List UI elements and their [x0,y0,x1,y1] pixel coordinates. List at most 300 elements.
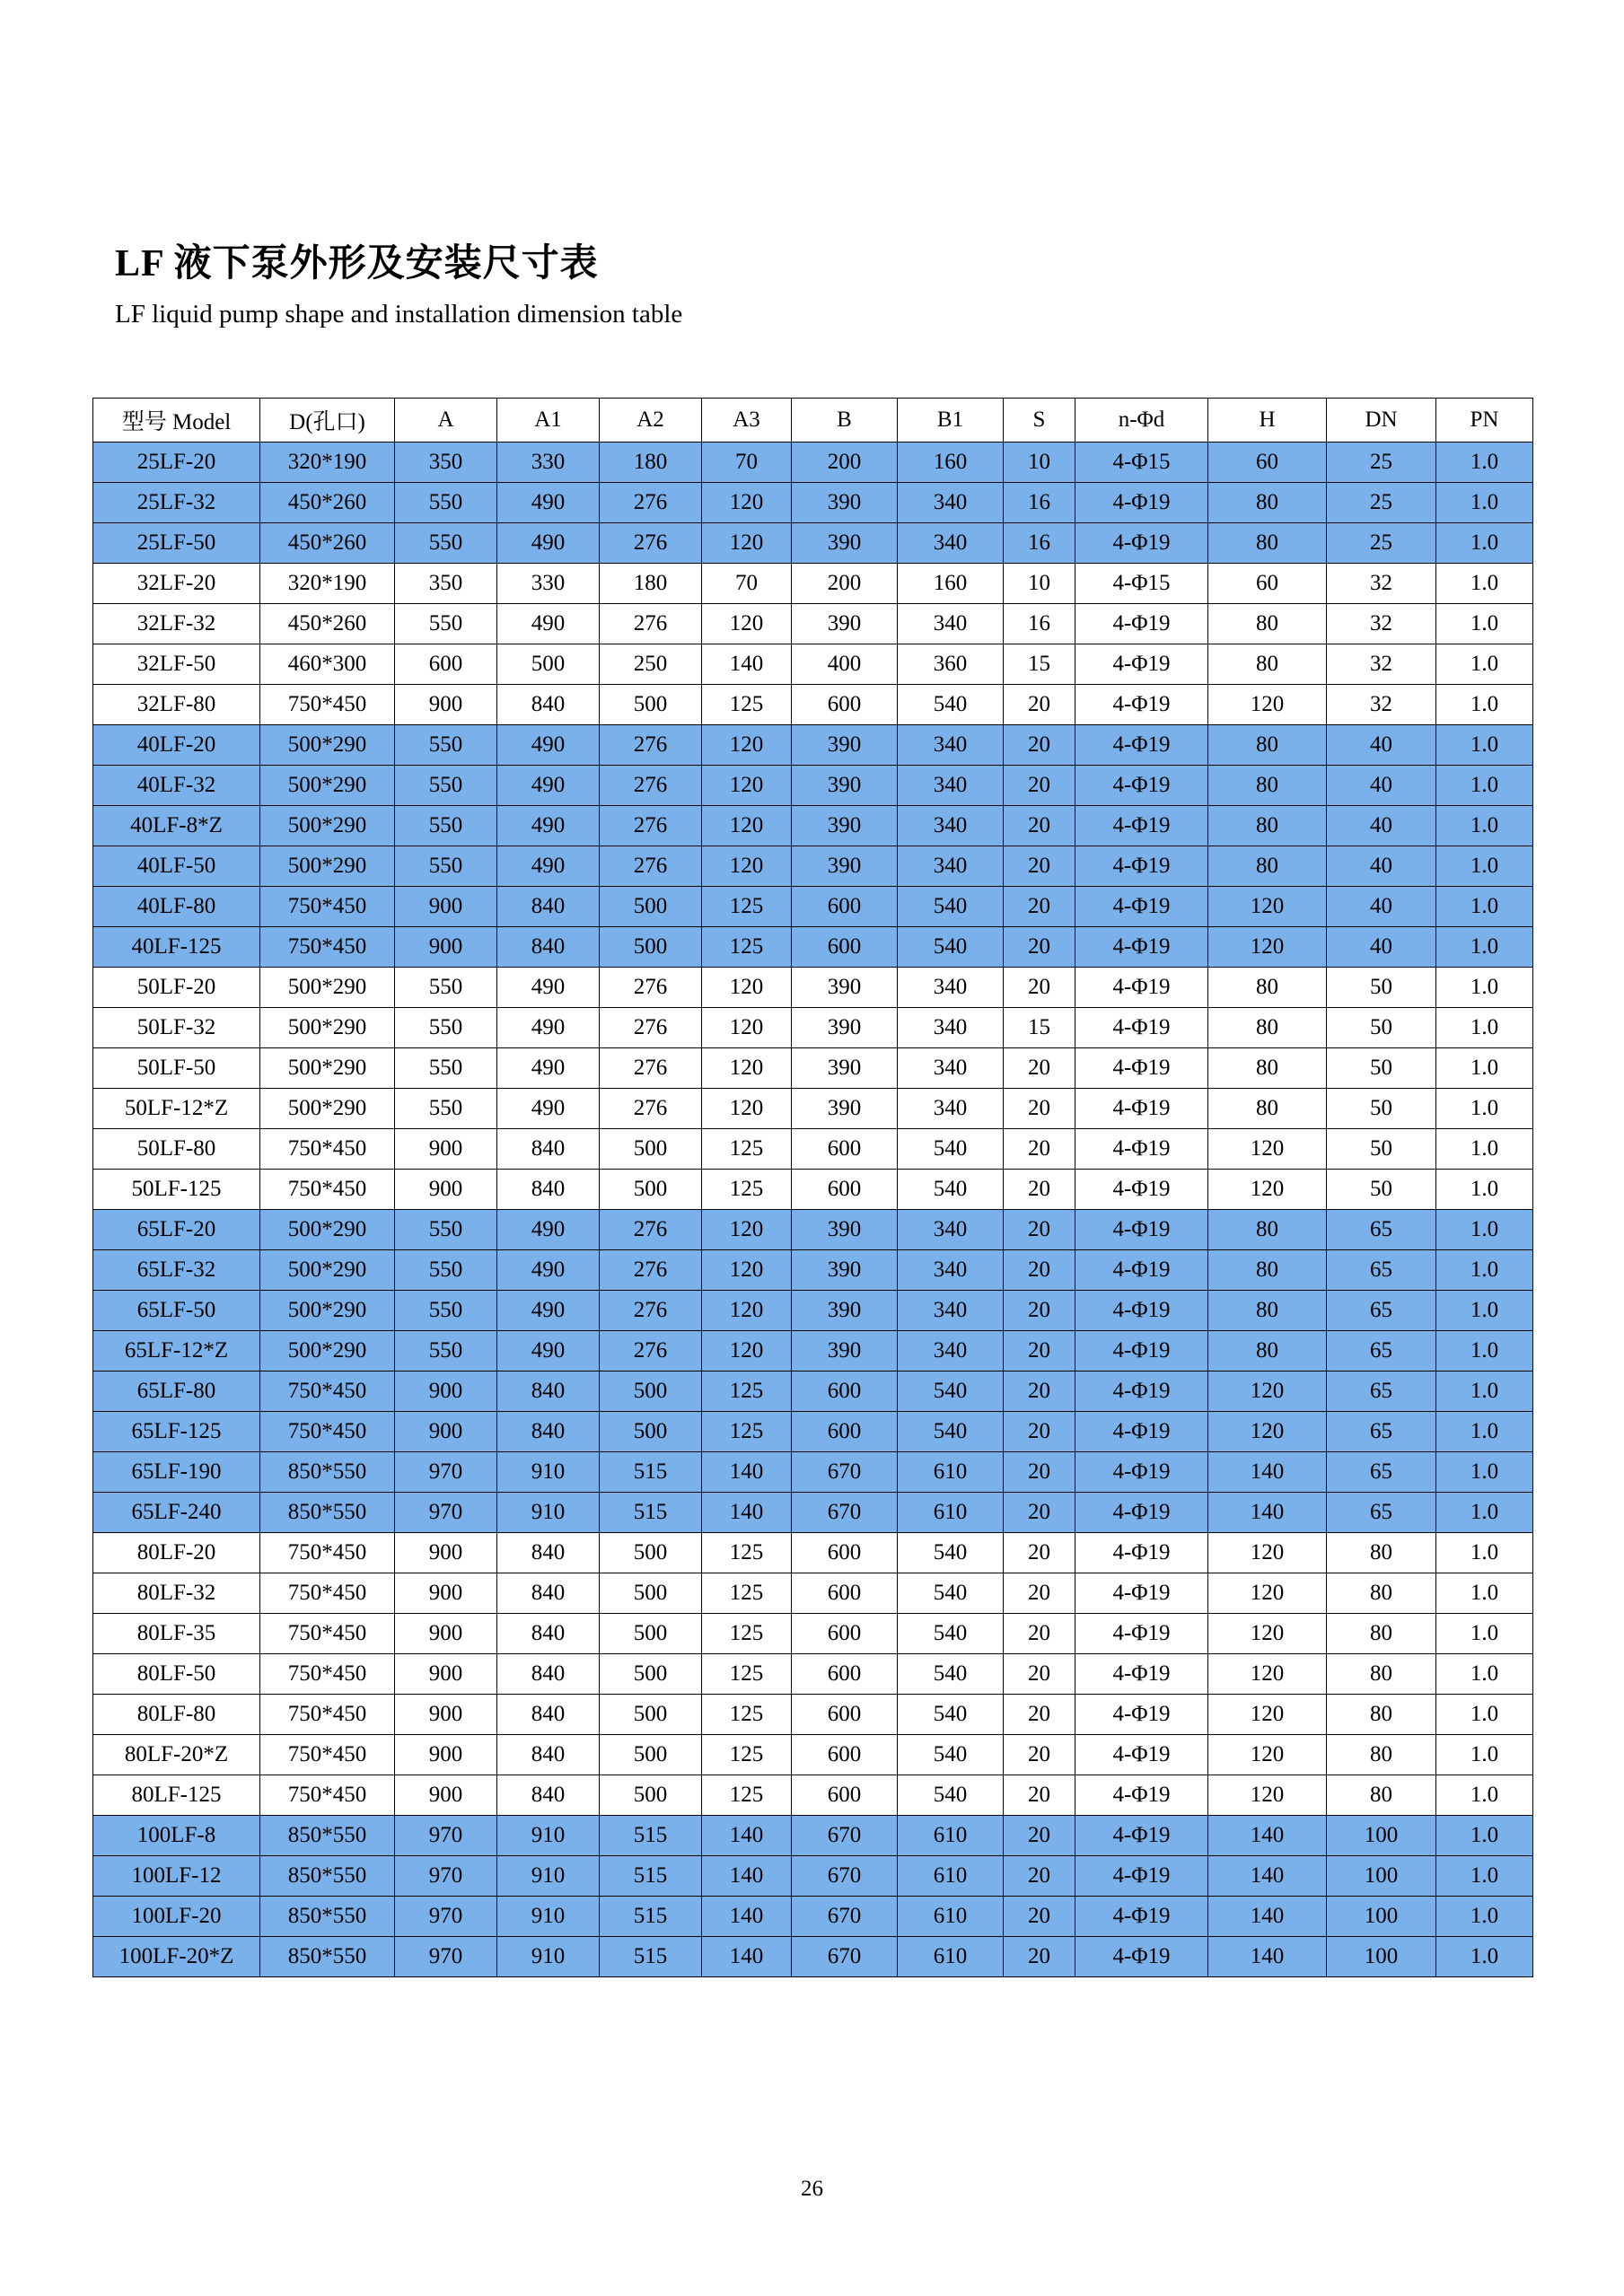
table-row [93,644,1533,685]
table-cell: 1.0 [1436,1089,1533,1129]
table-cell: 32 [1327,564,1436,604]
column-header: B1 [898,399,1004,443]
table-cell: 4-Φ19 [1075,1412,1208,1452]
table-cell: 125 [702,1775,792,1816]
table-cell: 4-Φ19 [1075,1573,1208,1614]
table-cell: 390 [792,1210,898,1250]
table-cell: 50 [1327,1048,1436,1089]
table-cell: 840 [497,1573,600,1614]
table-cell: 340 [898,968,1004,1008]
table-cell: 500*290 [260,1008,395,1048]
table-row [93,1170,1533,1210]
page-title-en: LF liquid pump shape and installation dimension table [115,300,683,329]
table-cell: 200 [792,443,898,483]
table-cell: 600 [792,1371,898,1412]
table-cell: 120 [702,604,792,644]
table-cell: 610 [898,1816,1004,1856]
table-cell: 4-Φ19 [1075,927,1208,968]
table-cell: 900 [395,1170,497,1210]
table-row [93,1856,1533,1897]
cell-model: 40LF-8*Z [93,806,260,846]
table-cell: 120 [702,523,792,564]
table-row [93,1614,1533,1654]
table-cell: 1.0 [1436,1775,1533,1816]
table-cell: 140 [702,1897,792,1937]
table-cell: 4-Φ19 [1075,1452,1208,1493]
table-cell: 340 [898,483,1004,523]
cell-model: 80LF-20*Z [93,1735,260,1775]
table-row [93,523,1533,564]
table-cell: 750*450 [260,1129,395,1170]
column-header: n-Φd [1075,399,1208,443]
table-cell: 120 [1208,1129,1327,1170]
table-cell: 4-Φ19 [1075,1170,1208,1210]
table-cell: 276 [600,1210,702,1250]
table-cell: 20 [1004,968,1075,1008]
table-cell: 276 [600,1089,702,1129]
table-cell: 500 [600,1573,702,1614]
table-cell: 900 [395,1654,497,1695]
table-header-row [93,399,1533,443]
table-cell: 390 [792,1008,898,1048]
table-cell: 1.0 [1436,1412,1533,1452]
column-header: A1 [497,399,600,443]
table-cell: 65 [1327,1493,1436,1533]
table-cell: 550 [395,1210,497,1250]
table-cell: 4-Φ19 [1075,1533,1208,1573]
table-cell: 70 [702,564,792,604]
table-cell: 600 [792,1654,898,1695]
table-row [93,927,1533,968]
table-cell: 15 [1004,644,1075,685]
table-cell: 1.0 [1436,1654,1533,1695]
table-cell: 276 [600,968,702,1008]
table-cell: 340 [898,1210,1004,1250]
table-cell: 80 [1208,644,1327,685]
table-cell: 125 [702,1614,792,1654]
table-cell: 125 [702,927,792,968]
table-cell: 32 [1327,604,1436,644]
table-cell: 120 [1208,1371,1327,1412]
table-cell: 840 [497,1654,600,1695]
table-cell: 515 [600,1816,702,1856]
table-cell: 20 [1004,1654,1075,1695]
table-cell: 80 [1208,1291,1327,1331]
table-cell: 140 [1208,1452,1327,1493]
table-cell: 25 [1327,443,1436,483]
table-cell: 4-Φ19 [1075,1008,1208,1048]
table-cell: 120 [1208,1170,1327,1210]
table-cell: 490 [497,1250,600,1291]
column-header: DN [1327,399,1436,443]
cell-model: 65LF-50 [93,1291,260,1331]
table-cell: 490 [497,1210,600,1250]
table-cell: 80 [1208,604,1327,644]
title-block [115,241,1515,332]
table-cell: 390 [792,483,898,523]
table-cell: 4-Φ19 [1075,968,1208,1008]
table-cell: 140 [1208,1937,1327,1977]
table-cell: 4-Φ19 [1075,1856,1208,1897]
column-header: H [1208,399,1327,443]
table-cell: 500*290 [260,1331,395,1371]
table-row [93,1533,1533,1573]
table-cell: 120 [702,725,792,766]
table-cell: 80 [1327,1775,1436,1816]
table-cell: 490 [497,1291,600,1331]
dimension-table [92,398,1533,1977]
table-cell: 50 [1327,968,1436,1008]
table-cell: 500 [600,1170,702,1210]
table-cell: 20 [1004,1048,1075,1089]
table-row [93,564,1533,604]
table-cell: 16 [1004,523,1075,564]
table-cell: 840 [497,685,600,725]
table-row [93,1695,1533,1735]
cell-model: 65LF-125 [93,1412,260,1452]
table-cell: 20 [1004,927,1075,968]
table-cell: 20 [1004,887,1075,927]
table-cell: 1.0 [1436,1452,1533,1493]
table-cell: 276 [600,806,702,846]
table-cell: 40 [1327,725,1436,766]
table-cell: 1.0 [1436,1937,1533,1977]
table-cell: 65 [1327,1452,1436,1493]
table-cell: 540 [898,1170,1004,1210]
table-cell: 4-Φ19 [1075,1129,1208,1170]
table-cell: 80 [1208,523,1327,564]
table-cell: 20 [1004,1412,1075,1452]
column-header: A2 [600,399,702,443]
table-cell: 900 [395,1533,497,1573]
table-cell: 4-Φ15 [1075,564,1208,604]
table-cell: 490 [497,766,600,806]
table-cell: 670 [792,1452,898,1493]
table-cell: 850*550 [260,1452,395,1493]
table-cell: 20 [1004,1129,1075,1170]
table-cell: 120 [702,1291,792,1331]
table-cell: 50 [1327,1170,1436,1210]
table-cell: 900 [395,1695,497,1735]
table-cell: 120 [1208,1695,1327,1735]
table-cell: 500 [600,1412,702,1452]
table-cell: 840 [497,927,600,968]
table-cell: 600 [792,927,898,968]
table-cell: 4-Φ19 [1075,806,1208,846]
table-cell: 610 [898,1493,1004,1533]
table-row [93,1008,1533,1048]
table-cell: 1.0 [1436,1250,1533,1291]
table-cell: 500*290 [260,1210,395,1250]
table-cell: 750*450 [260,1573,395,1614]
table-cell: 910 [497,1816,600,1856]
table-cell: 540 [898,1735,1004,1775]
column-header: A3 [702,399,792,443]
table-cell: 80 [1208,1210,1327,1250]
page-title-cn: LF 液下泵外形及安装尺寸表 [115,243,599,285]
table-cell: 140 [702,1937,792,1977]
table-cell: 100 [1327,1937,1436,1977]
table-cell: 670 [792,1937,898,1977]
table-cell: 80 [1208,1089,1327,1129]
table-row [93,1331,1533,1371]
table-cell: 750*450 [260,685,395,725]
table-cell: 120 [1208,1775,1327,1816]
table-cell: 80 [1208,846,1327,887]
table-cell: 490 [497,1089,600,1129]
cell-model: 25LF-50 [93,523,260,564]
table-cell: 390 [792,1250,898,1291]
table-row [93,1937,1533,1977]
table-cell: 120 [1208,1533,1327,1573]
table-row [93,1048,1533,1089]
table-cell: 20 [1004,766,1075,806]
cell-model: 50LF-50 [93,1048,260,1089]
table-cell: 4-Φ19 [1075,1250,1208,1291]
table-cell: 490 [497,1008,600,1048]
table-cell: 500 [600,927,702,968]
table-cell: 550 [395,1250,497,1291]
table-cell: 390 [792,1048,898,1089]
table-cell: 500*290 [260,968,395,1008]
table-cell: 32 [1327,685,1436,725]
table-cell: 850*550 [260,1493,395,1533]
table-body [93,443,1533,1977]
table-cell: 500 [600,1129,702,1170]
cell-model: 25LF-20 [93,443,260,483]
table-cell: 125 [702,1412,792,1452]
table-cell: 80 [1208,1250,1327,1291]
table-cell: 900 [395,887,497,927]
table-cell: 32 [1327,644,1436,685]
table-cell: 120 [702,1210,792,1250]
table-cell: 515 [600,1493,702,1533]
table-cell: 360 [898,644,1004,685]
table-cell: 850*550 [260,1856,395,1897]
table-cell: 840 [497,1412,600,1452]
table-cell: 1.0 [1436,1371,1533,1412]
table-cell: 550 [395,846,497,887]
table-cell: 1.0 [1436,1573,1533,1614]
table-cell: 160 [898,564,1004,604]
table-cell: 40 [1327,846,1436,887]
table-cell: 125 [702,1695,792,1735]
table-cell: 540 [898,1654,1004,1695]
cell-model: 40LF-125 [93,927,260,968]
table-cell: 500*290 [260,766,395,806]
table-cell: 340 [898,725,1004,766]
table-cell: 120 [702,968,792,1008]
table-cell: 20 [1004,1937,1075,1977]
table-cell: 40 [1327,806,1436,846]
column-header: B [792,399,898,443]
table-cell: 4-Φ19 [1075,685,1208,725]
table-row [93,1573,1533,1614]
table-cell: 120 [702,1089,792,1129]
table-cell: 276 [600,846,702,887]
table-cell: 850*550 [260,1897,395,1937]
table-cell: 1.0 [1436,1735,1533,1775]
table-cell: 840 [497,1775,600,1816]
table-cell: 20 [1004,1371,1075,1412]
table-cell: 20 [1004,1775,1075,1816]
table-cell: 390 [792,1331,898,1371]
table-cell: 970 [395,1856,497,1897]
table-cell: 65 [1327,1210,1436,1250]
table-cell: 20 [1004,725,1075,766]
table-cell: 1.0 [1436,1856,1533,1897]
table-cell: 840 [497,1371,600,1412]
table-cell: 65 [1327,1331,1436,1371]
table-cell: 20 [1004,846,1075,887]
table-cell: 1.0 [1436,1291,1533,1331]
table-cell: 120 [702,1250,792,1291]
table-cell: 4-Φ19 [1075,1048,1208,1089]
table-cell: 600 [792,1775,898,1816]
table-cell: 500*290 [260,1291,395,1331]
table-cell: 120 [702,1331,792,1371]
cell-model: 65LF-80 [93,1371,260,1412]
table-cell: 20 [1004,1210,1075,1250]
table-cell: 850*550 [260,1937,395,1977]
cell-model: 40LF-80 [93,887,260,927]
cell-model: 80LF-50 [93,1654,260,1695]
table-cell: 1.0 [1436,1048,1533,1089]
table-cell: 120 [702,766,792,806]
table-cell: 500*290 [260,1250,395,1291]
table-cell: 20 [1004,1089,1075,1129]
table-cell: 4-Φ19 [1075,725,1208,766]
table-cell: 900 [395,927,497,968]
table-cell: 500 [600,1695,702,1735]
table-cell: 40 [1327,927,1436,968]
table-cell: 900 [395,1129,497,1170]
table-cell: 600 [792,1533,898,1573]
table-cell: 10 [1004,443,1075,483]
table-cell: 1.0 [1436,564,1533,604]
table-cell: 140 [702,1452,792,1493]
table-row [93,725,1533,766]
table-cell: 600 [395,644,497,685]
table-cell: 515 [600,1856,702,1897]
table-cell: 1.0 [1436,1008,1533,1048]
table-cell: 80 [1208,766,1327,806]
table-cell: 550 [395,483,497,523]
table-cell: 750*450 [260,1371,395,1412]
cell-model: 25LF-32 [93,483,260,523]
cell-model: 65LF-32 [93,1250,260,1291]
table-cell: 1.0 [1436,644,1533,685]
table-cell: 970 [395,1493,497,1533]
table-cell: 4-Φ19 [1075,644,1208,685]
table-cell: 670 [792,1897,898,1937]
table-row [93,1816,1533,1856]
table-row [93,766,1533,806]
table-cell: 350 [395,443,497,483]
table-cell: 120 [1208,887,1327,927]
table-cell: 4-Φ19 [1075,1331,1208,1371]
table-cell: 15 [1004,1008,1075,1048]
table-cell: 460*300 [260,644,395,685]
cell-model: 32LF-80 [93,685,260,725]
table-cell: 500 [600,685,702,725]
table-cell: 540 [898,1695,1004,1735]
table-cell: 490 [497,846,600,887]
table-cell: 1.0 [1436,523,1533,564]
table-cell: 65 [1327,1291,1436,1331]
table-cell: 80 [1327,1735,1436,1775]
table-cell: 515 [600,1937,702,1977]
table-cell: 450*260 [260,523,395,564]
table-cell: 550 [395,806,497,846]
table-row [93,1412,1533,1452]
table-cell: 550 [395,1048,497,1089]
table-cell: 4-Φ19 [1075,604,1208,644]
table-cell: 4-Φ19 [1075,523,1208,564]
table-cell: 340 [898,766,1004,806]
table-row [93,1089,1533,1129]
table-cell: 970 [395,1816,497,1856]
table-cell: 750*450 [260,1614,395,1654]
table-cell: 850*550 [260,1816,395,1856]
table-cell: 1.0 [1436,1816,1533,1856]
table-cell: 276 [600,1250,702,1291]
table-cell: 140 [1208,1493,1327,1533]
table-cell: 120 [702,806,792,846]
table-cell: 550 [395,523,497,564]
table-cell: 490 [497,1048,600,1089]
table-cell: 390 [792,766,898,806]
table-cell: 4-Φ19 [1075,1089,1208,1129]
table-cell: 125 [702,685,792,725]
table-cell: 670 [792,1816,898,1856]
table-cell: 60 [1208,443,1327,483]
table-cell: 80 [1208,1048,1327,1089]
table-cell: 10 [1004,564,1075,604]
table-cell: 4-Φ19 [1075,1695,1208,1735]
table-cell: 550 [395,1089,497,1129]
table-cell: 540 [898,1371,1004,1412]
table-cell: 900 [395,1412,497,1452]
table-cell: 140 [1208,1897,1327,1937]
table-cell: 600 [792,1695,898,1735]
table-cell: 1.0 [1436,1331,1533,1371]
table-cell: 900 [395,1371,497,1412]
table-cell: 125 [702,1170,792,1210]
table-cell: 125 [702,1533,792,1573]
table-cell: 80 [1327,1695,1436,1735]
table-cell: 840 [497,887,600,927]
table-cell: 540 [898,1533,1004,1573]
table-cell: 600 [792,1735,898,1775]
table-cell: 750*450 [260,1412,395,1452]
table-cell: 670 [792,1856,898,1897]
table-cell: 50 [1327,1008,1436,1048]
table-cell: 910 [497,1937,600,1977]
table-cell: 120 [702,1008,792,1048]
table-cell: 140 [702,1856,792,1897]
table-cell: 4-Φ19 [1075,483,1208,523]
table-cell: 20 [1004,1856,1075,1897]
table-cell: 120 [1208,1573,1327,1614]
table-cell: 610 [898,1897,1004,1937]
column-header: PN [1436,399,1533,443]
table-cell: 20 [1004,806,1075,846]
cell-model: 40LF-20 [93,725,260,766]
table-cell: 670 [792,1493,898,1533]
table-cell: 1.0 [1436,1493,1533,1533]
table-cell: 610 [898,1452,1004,1493]
